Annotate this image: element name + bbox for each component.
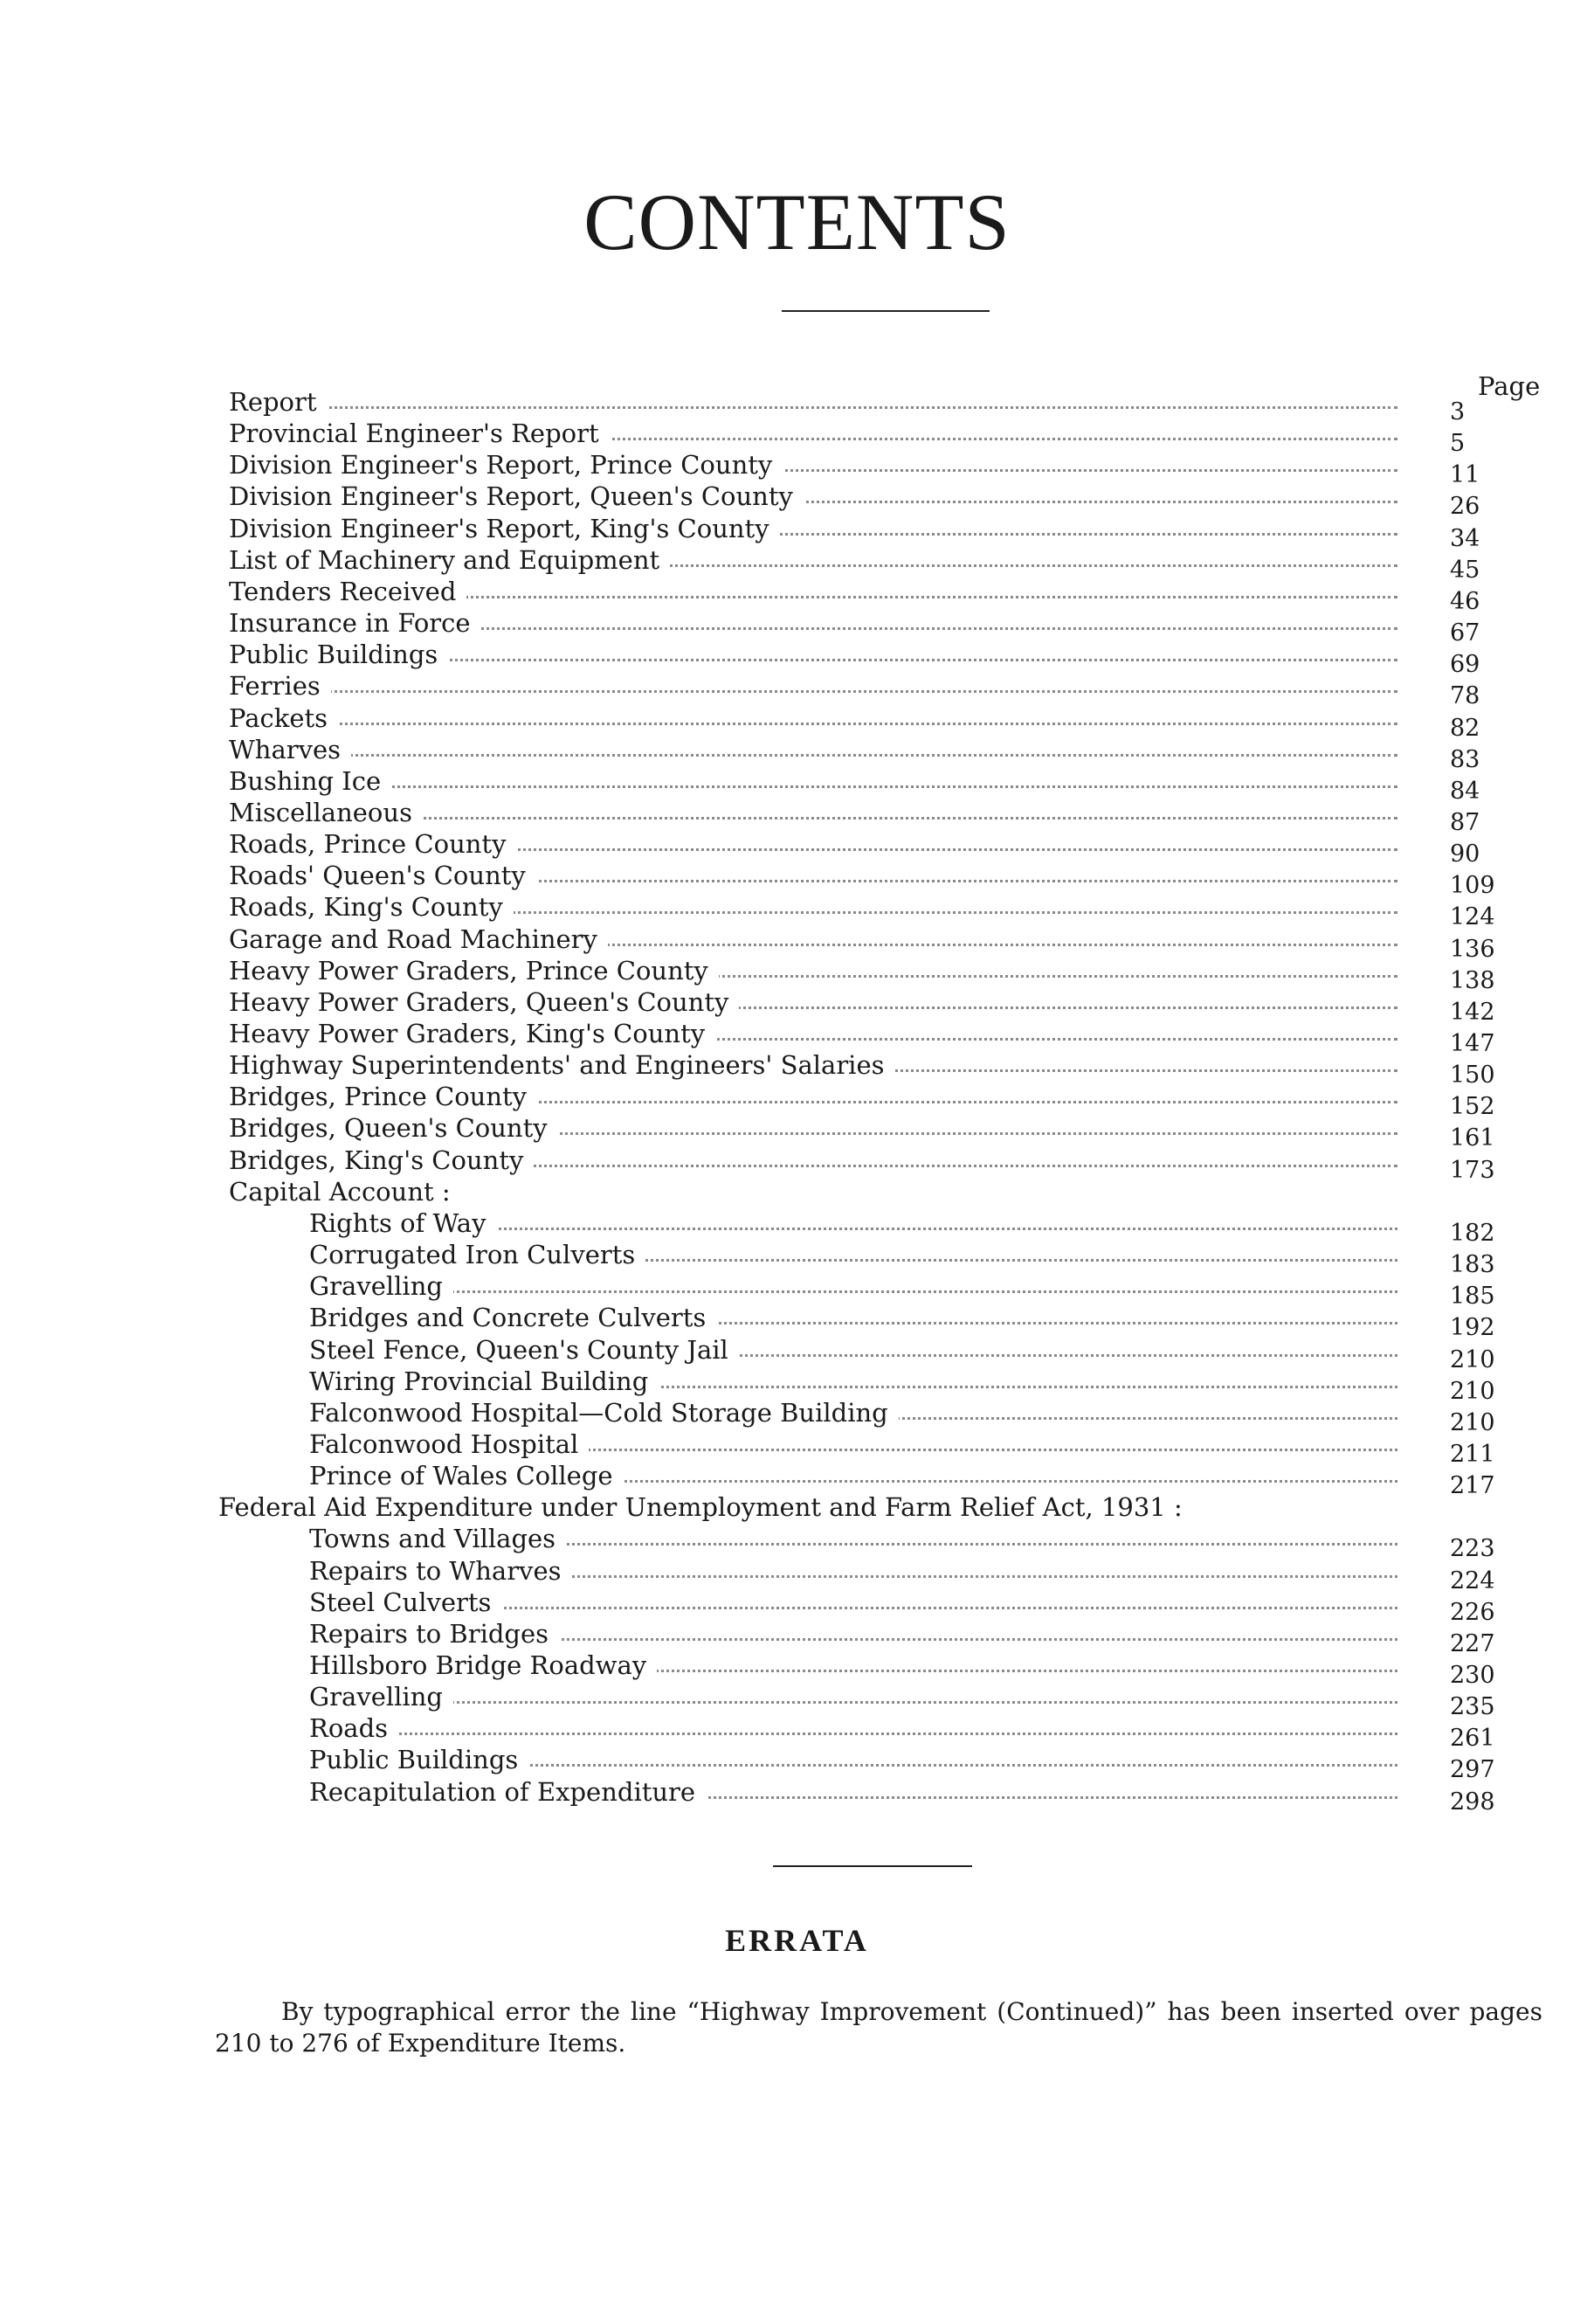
toc-entry-page: 227 bbox=[1450, 1630, 1495, 1657]
toc-entry-label: Repairs to Bridges bbox=[309, 1619, 559, 1649]
toc-entry-page: 210 bbox=[1450, 1378, 1495, 1405]
toc-entry bbox=[0, 1398, 1594, 1436]
toc-entry bbox=[0, 735, 1594, 773]
toc-entry-label: Report bbox=[229, 387, 328, 417]
toc-entry-label: Public Buildings bbox=[229, 640, 448, 669]
toc-entry bbox=[0, 1177, 1594, 1208]
page-title: CONTENTS bbox=[583, 177, 1011, 266]
toc-entry-page: 142 bbox=[1450, 999, 1495, 1026]
toc-entry bbox=[0, 1082, 1594, 1120]
toc-entry bbox=[0, 1713, 1594, 1752]
toc-entry-label: Gravelling bbox=[309, 1682, 453, 1712]
toc-entry-page: 211 bbox=[1450, 1441, 1495, 1468]
toc-entry-label: Bushing Ice bbox=[229, 766, 391, 796]
toc-entry bbox=[0, 1650, 1594, 1689]
dot-leader bbox=[229, 754, 1397, 757]
toc-entry bbox=[0, 1682, 1594, 1720]
toc-entry-label: Towns and Villages bbox=[309, 1524, 566, 1553]
toc-entry-page: 109 bbox=[1450, 872, 1495, 899]
toc-entry-label: Federal Aid Expenditure under Unemployment and Farm Relief Act, 1931 : bbox=[218, 1492, 1193, 1522]
toc-entry bbox=[0, 1556, 1594, 1594]
dot-leader bbox=[229, 690, 1397, 693]
toc-entry bbox=[0, 1587, 1594, 1626]
toc-entry-page: 210 bbox=[1450, 1346, 1495, 1373]
toc-entry-label: Bridges, King's County bbox=[229, 1145, 534, 1175]
toc-entry-label: Public Buildings bbox=[309, 1745, 528, 1774]
toc-entry-label: List of Machinery and Equipment bbox=[229, 545, 670, 575]
toc-entry bbox=[0, 1492, 1594, 1524]
toc-entry-page: 161 bbox=[1450, 1124, 1495, 1152]
toc-entry-label: Bridges and Concrete Culverts bbox=[309, 1303, 716, 1332]
toc-entry bbox=[0, 1019, 1594, 1057]
toc-entry bbox=[0, 1429, 1594, 1468]
toc-entry-label: Provincial Engineer's Report bbox=[229, 418, 610, 448]
toc-entry-label: Highway Superintendents' and Engineers' Salaries bbox=[229, 1050, 895, 1080]
toc-entry bbox=[0, 956, 1594, 994]
toc-entry-page: 34 bbox=[1450, 525, 1480, 552]
toc-entry-page: 87 bbox=[1450, 809, 1480, 836]
toc-entry-page: 226 bbox=[1450, 1599, 1495, 1626]
toc-entry bbox=[0, 1240, 1594, 1278]
toc-entry bbox=[0, 1271, 1594, 1310]
toc-entry bbox=[0, 1524, 1594, 1562]
toc-entry bbox=[0, 1303, 1594, 1341]
toc-entry-label: Hillsboro Bridge Roadway bbox=[309, 1650, 657, 1680]
toc-entry bbox=[0, 481, 1594, 520]
toc-entry-page: 173 bbox=[1450, 1157, 1495, 1184]
toc-entry bbox=[0, 640, 1594, 678]
toc-entry-page: 235 bbox=[1450, 1693, 1495, 1720]
dot-leader bbox=[309, 1290, 1397, 1293]
toc-entry-page: 183 bbox=[1450, 1251, 1495, 1278]
toc-entry-page: 26 bbox=[1450, 493, 1480, 520]
toc-entry-page: 185 bbox=[1450, 1283, 1495, 1310]
toc-entry-label: Miscellaneous bbox=[229, 798, 423, 827]
toc-entry-page: 84 bbox=[1450, 778, 1480, 805]
toc-entry-page: 152 bbox=[1450, 1093, 1495, 1120]
toc-entry bbox=[0, 545, 1594, 584]
toc-entry-page: 11 bbox=[1450, 461, 1480, 488]
toc-entry bbox=[0, 1461, 1594, 1499]
toc-entry-page: 69 bbox=[1450, 651, 1480, 678]
toc-entry-page: 67 bbox=[1450, 619, 1480, 647]
toc-entry-page: 136 bbox=[1450, 936, 1495, 963]
toc-entry bbox=[0, 1113, 1594, 1152]
toc-entry bbox=[0, 1335, 1594, 1373]
toc-entry-label: Roads, Prince County bbox=[229, 829, 516, 859]
toc-entry-page: 45 bbox=[1450, 557, 1480, 584]
toc-entry-label: Recapitulation of Expenditure bbox=[309, 1777, 706, 1807]
toc-entry-label: Insurance in Force bbox=[229, 608, 481, 638]
errata-title: ERRATA bbox=[725, 1923, 869, 1958]
dot-leader bbox=[309, 1701, 1397, 1704]
dot-leader bbox=[229, 406, 1397, 409]
dot-leader bbox=[309, 1733, 1397, 1735]
toc-entry-page: 230 bbox=[1450, 1662, 1495, 1689]
toc-entry-page: 210 bbox=[1450, 1409, 1495, 1436]
toc-entry-label: Falconwood Hospital—Cold Storage Building bbox=[309, 1398, 899, 1428]
toc-entry bbox=[0, 1366, 1594, 1405]
toc-entry-label: Steel Culverts bbox=[309, 1587, 501, 1617]
toc-entry-page: 83 bbox=[1450, 746, 1480, 773]
toc-entry bbox=[0, 892, 1594, 930]
toc-entry bbox=[0, 1145, 1594, 1184]
toc-entry-label: Wharves bbox=[229, 735, 351, 764]
dot-leader bbox=[229, 785, 1397, 788]
toc-entry-label: Division Engineer's Report, Prince County bbox=[229, 450, 783, 480]
dot-leader bbox=[229, 723, 1397, 725]
toc-entry bbox=[0, 577, 1594, 615]
toc-entry-page: 82 bbox=[1450, 715, 1480, 742]
toc-entry-label: Roads bbox=[309, 1713, 398, 1743]
toc-entry-label: Rights of Way bbox=[309, 1208, 496, 1238]
page-column-heading: Page bbox=[1478, 371, 1541, 401]
toc-entry-label: Heavy Power Graders, Queen's County bbox=[229, 987, 739, 1017]
toc-entry bbox=[0, 514, 1594, 552]
toc-entry bbox=[0, 671, 1594, 709]
toc-entry-label: Division Engineer's Report, Queen's County bbox=[229, 481, 804, 511]
toc-entry-page: 297 bbox=[1450, 1756, 1495, 1783]
toc-entry bbox=[0, 829, 1594, 868]
toc-entry-label: Packets bbox=[229, 703, 338, 733]
toc-entry-label: Steel Fence, Queen's County Jail bbox=[309, 1335, 739, 1365]
toc-entry-label: Heavy Power Graders, Prince County bbox=[229, 956, 719, 986]
toc-entry bbox=[0, 987, 1594, 1026]
toc-entry-label: Roads' Queen's County bbox=[229, 861, 536, 890]
errata-text: By typographical error the line “Highway Improvement (Continued)” has been inserted over pages 210 to 276 of Expenditure Items. bbox=[215, 1997, 1542, 2058]
toc-entry-label: Capital Account : bbox=[229, 1177, 461, 1207]
toc-entry bbox=[0, 608, 1594, 647]
toc-entry-label: Bridges, Queen's County bbox=[229, 1113, 558, 1143]
toc-entry bbox=[0, 450, 1594, 488]
toc-entry bbox=[0, 766, 1594, 805]
toc-entry bbox=[0, 418, 1594, 457]
toc-entry bbox=[0, 1619, 1594, 1657]
toc-entry-page: 78 bbox=[1450, 682, 1480, 709]
toc-entry-page: 150 bbox=[1450, 1062, 1495, 1089]
toc-entry-page: 261 bbox=[1450, 1725, 1495, 1752]
toc-entry-label: Gravelling bbox=[309, 1271, 453, 1301]
toc-entry bbox=[0, 861, 1594, 899]
toc-entry-label: Garage and Road Machinery bbox=[229, 924, 608, 954]
toc-entry-label: Prince of Wales College bbox=[309, 1461, 624, 1491]
toc-entry bbox=[0, 703, 1594, 742]
toc-entry-label: Bridges, Prince County bbox=[229, 1082, 537, 1111]
toc-entry-page: 5 bbox=[1450, 430, 1466, 457]
toc-entry-page: 182 bbox=[1450, 1220, 1495, 1247]
toc-entry bbox=[0, 1777, 1594, 1816]
toc-entry-label: Falconwood Hospital bbox=[309, 1429, 589, 1459]
toc-entry bbox=[0, 1745, 1594, 1783]
toc-entry-label: Heavy Power Graders, King's County bbox=[229, 1019, 715, 1048]
toc-entry bbox=[0, 1208, 1594, 1247]
toc-entry-page: 46 bbox=[1450, 588, 1480, 615]
toc-entry bbox=[0, 1050, 1594, 1089]
toc-entry-page: 90 bbox=[1450, 840, 1480, 868]
toc-entry-label: Ferries bbox=[229, 671, 331, 701]
toc-entry bbox=[0, 387, 1594, 425]
toc-entry-page: 224 bbox=[1450, 1567, 1495, 1594]
toc-entry-page: 223 bbox=[1450, 1535, 1495, 1562]
errata-divider bbox=[773, 1865, 972, 1867]
toc-entry-page: 192 bbox=[1450, 1314, 1495, 1341]
toc-entry-page: 124 bbox=[1450, 903, 1495, 930]
title-divider bbox=[782, 310, 990, 312]
toc-entry bbox=[0, 798, 1594, 836]
toc-entry-page: 217 bbox=[1450, 1472, 1495, 1499]
toc-entry-label: Roads, King's County bbox=[229, 892, 514, 922]
toc-entry-label: Corrugated Iron Culverts bbox=[309, 1240, 645, 1269]
toc-entry-label: Wiring Provincial Building bbox=[309, 1366, 659, 1396]
toc-entry-label: Division Engineer's Report, King's County bbox=[229, 514, 780, 543]
toc-entry-page: 298 bbox=[1450, 1788, 1495, 1816]
toc-entry-page: 147 bbox=[1450, 1030, 1495, 1057]
toc-entry-page: 138 bbox=[1450, 967, 1495, 994]
toc-entry bbox=[0, 924, 1594, 963]
toc-entry-label: Tenders Received bbox=[229, 577, 466, 606]
toc-entry-label: Repairs to Wharves bbox=[309, 1556, 572, 1586]
toc-entry-page: 3 bbox=[1450, 398, 1466, 425]
